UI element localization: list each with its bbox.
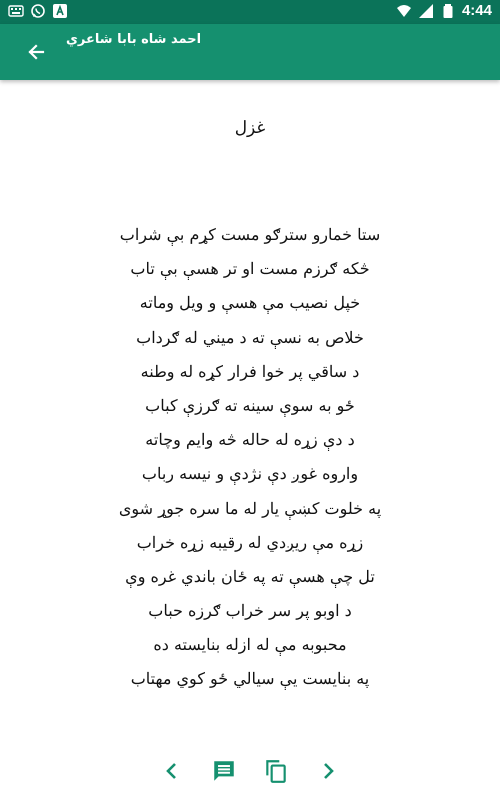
next-button[interactable] xyxy=(308,751,348,791)
message-button[interactable] xyxy=(204,751,244,791)
status-time: 4:44 xyxy=(461,2,492,19)
poem-line: په بنایست یې سیالي ځو کوي مهتاب xyxy=(130,669,370,689)
poem-line: تل چې هسې ته په ځان باندي غره وې xyxy=(125,566,375,586)
poem-line: څکه ګرزم مست او تر هسې بې تاب xyxy=(130,259,370,279)
wifi-icon xyxy=(396,3,412,19)
poem-title: غزل xyxy=(234,118,266,138)
poem-line: زړه مې ریږدي له رقیبه زړه خراب xyxy=(136,532,364,552)
poem-line: ځو به سوې سینه ته ګرزې کباب xyxy=(145,395,355,415)
keyboard-icon xyxy=(8,3,24,19)
previous-button[interactable] xyxy=(152,751,192,791)
poem-line: واروه غوږ دې نژدې و نیسه رباب xyxy=(141,464,359,484)
chevron-right-icon xyxy=(316,759,340,783)
poem-lines xyxy=(0,218,500,697)
chevron-left-icon xyxy=(160,759,184,783)
poem-line: خپل نصیب مې هسې و ویل وماته xyxy=(139,293,361,313)
status-left-icons xyxy=(8,3,68,19)
app-a-icon xyxy=(52,3,68,19)
bottom-toolbar xyxy=(0,748,500,794)
poem-line: د اوبو پر سر خراب ګرزه حباب xyxy=(148,601,352,621)
poem-line: د دې زړه له حاله څه وایم وچاته xyxy=(145,430,355,450)
status-bar xyxy=(0,0,500,24)
poem-content xyxy=(0,80,500,740)
arrow-back-icon xyxy=(26,42,46,62)
back-button[interactable] xyxy=(20,36,52,68)
copy-icon xyxy=(263,758,289,784)
poem-line: په خلوت کښې یار له ما سره جوړ شوی xyxy=(118,498,382,518)
poem-line: د ساقي پر خوا فرار کړه له وطنه xyxy=(140,361,360,381)
status-right-icons xyxy=(396,2,492,19)
battery-icon xyxy=(440,3,456,19)
whatsapp-icon xyxy=(30,3,46,19)
signal-icon xyxy=(418,3,434,19)
poem-line: خلاص به نسې ته د میني له ګرداب xyxy=(136,327,364,347)
app-bar xyxy=(0,24,500,80)
message-icon xyxy=(211,758,237,784)
app-title: احمد شاه بابا شاعري xyxy=(66,32,202,47)
copy-button[interactable] xyxy=(256,751,296,791)
poem-line: ستا خمارو سترګو مست کړم بې شراب xyxy=(119,225,381,244)
poem-line: محبوبه مې له ازله بنایسته ده xyxy=(153,635,347,655)
